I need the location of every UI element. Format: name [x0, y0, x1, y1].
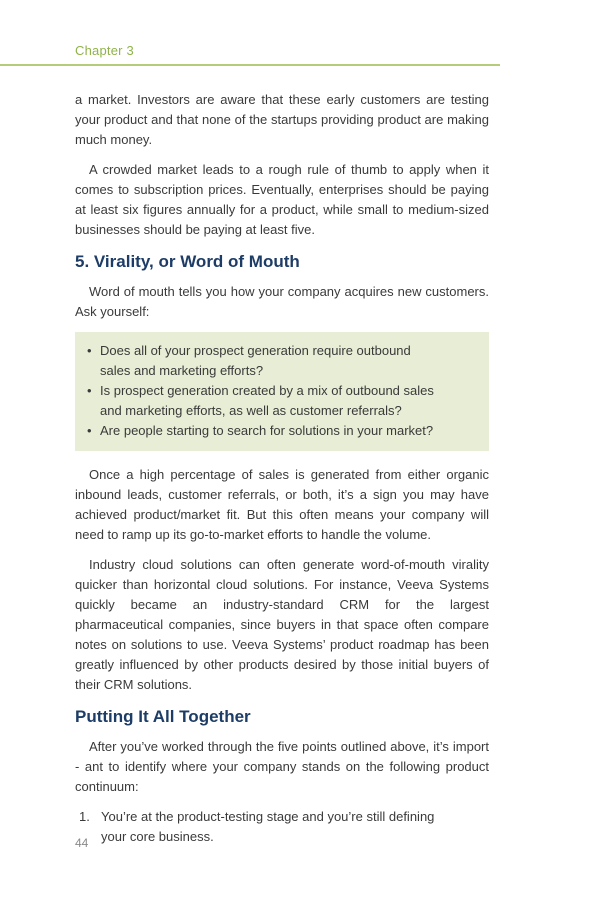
chapter-header: Chapter 3: [75, 43, 134, 58]
list-item: [75, 807, 489, 847]
list-item: [87, 341, 477, 381]
list-item: [87, 381, 477, 421]
section-heading-putting-together: Putting It All Together: [75, 707, 251, 726]
bullet-icon: •: [87, 343, 92, 358]
paragraph-organic-leads: Once a high percentage of sales is generated from either organic inbound leads, customer referrals, or both, it’s a sign you may have achieved product/market fit. But this often means your company will need to ramp up its go-to-market efforts to handle the volume.: [75, 467, 489, 542]
paragraph-word-of-mouth-intro: Word of mouth tells you how your company acquires new customers. Ask yourself:: [75, 284, 489, 319]
paragraph-pricing: A crowded market leads to a rough rule of thumb to apply when it comes to subscription prices. Eventually, enterprises should be paying at least six figures annually for a product, while small to medium-sized businesses should be paying at least five.: [75, 162, 489, 237]
list-item: [87, 421, 477, 441]
list-item-text: Is prospect generation created by a mix of outbound sales and marketing efforts, as well as customer referrals?: [100, 383, 434, 418]
bullet-icon: •: [87, 383, 92, 398]
list-item-number: 1.: [79, 809, 90, 824]
paragraph-continued: a market. Investors are aware that these early customers are testing your product and that none of the startups providing product are making much money.: [75, 92, 489, 147]
page-number: 44: [75, 836, 89, 850]
question-list: [87, 341, 477, 441]
question-callout-box: [75, 332, 489, 451]
list-item-text: Does all of your prospect generation require outbound sales and marketing efforts?: [100, 343, 411, 378]
list-item-text: You’re at the product-testing stage and you’re still defining your core business.: [101, 809, 435, 844]
paragraph-continuum-intro: After you’ve worked through the five points outlined above, it’s import - ant to identify where your company stands on the following product continuum:: [75, 739, 489, 794]
header-rule: [0, 64, 500, 66]
bullet-icon: •: [87, 423, 92, 438]
section-heading-virality: 5. Virality, or Word of Mouth: [75, 252, 300, 271]
paragraph-industry-cloud: Industry cloud solutions can often generate word-of-mouth virality quicker than horizontal cloud solutions. For instance, Veeva Systems quickly became an industry-standard CRM for the largest pharmaceutical companies, since buyers in that space often compare notes on solutions to use. Veeva Systems’ product roadmap has been greatly influenced by other products desired by those initial buyers of their CRM solutions.: [75, 557, 489, 692]
list-item-text: Are people starting to search for solutions in your market?: [100, 423, 434, 438]
continuum-list: [75, 807, 489, 847]
page-content: [75, 90, 489, 847]
